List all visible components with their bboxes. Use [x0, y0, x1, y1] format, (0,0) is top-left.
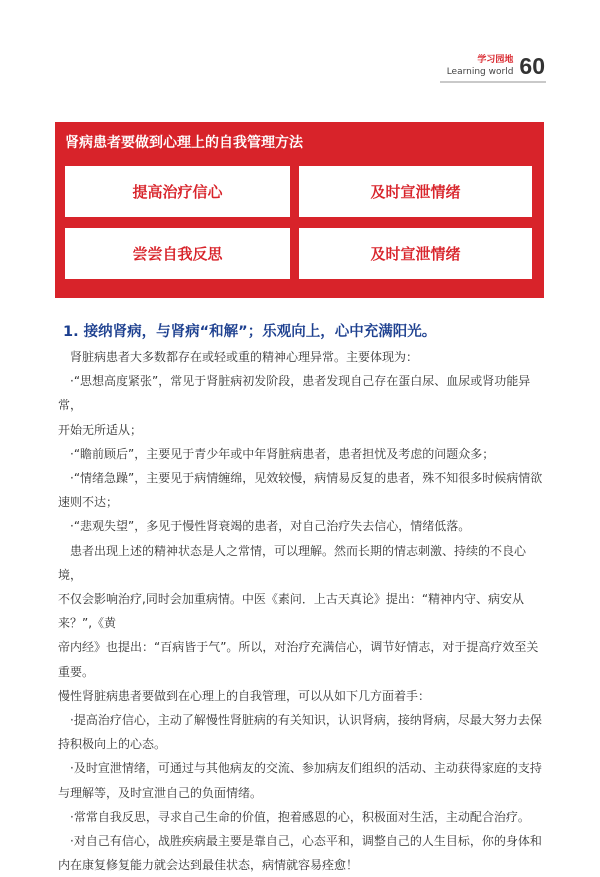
section-heading: 1. 接纳肾病，与肾病“和解”；乐观向上，心中充满阳光。 [63, 324, 437, 340]
header-text [447, 55, 514, 78]
tip-box-vent-emotions: 及时宣泄情绪 [299, 166, 532, 217]
tips-panel [55, 122, 544, 298]
section-title-cn: 学习园地 [477, 55, 514, 65]
body-line: 内在康复修复能力就会达到最佳状态，病情就容易痊愈！ [58, 858, 359, 873]
page-header [447, 54, 545, 78]
body-line: ·“情绪急躁”，主要见于病情缠绵，见效较慢，病情易反复的患者，殊不知很多时候病情欲 [58, 471, 543, 486]
section-title-en: Learning world [446, 67, 514, 77]
body-line: ·“思想高度紧张”，常见于肾脏病初发阶段，患者发现自己存在蛋白尿、血尿或肾功能异常， [58, 374, 531, 413]
body-line: 持积极向上的心态。 [58, 737, 167, 752]
body-line: ·对自己有信心，战胜疾病最主要是靠自己，心态平和，调整自己的人生目标，你的身体和 [58, 834, 542, 849]
panel-title: 肾病患者要做到心理上的自我管理方法 [65, 135, 303, 151]
body-line: ·提高治疗信心，主动了解慢性肾脏病的有关知识，认识肾病，接纳肾病，尽最大努力去保 [58, 713, 542, 728]
page-number: 60 [519, 53, 545, 79]
tip-box-vent-emotions-2: 及时宣泄情绪 [299, 228, 532, 279]
tip-box-self-reflection: 尝尝自我反思 [65, 228, 290, 279]
body-line: 不仅会影响治疗,同时会加重病情。中医《素问．上古天真论》提出：“精神内守、病安从来？”,《黄 [58, 592, 525, 631]
body-line: 帝内经》也提出：“百病皆于气”。所以，对治疗充满信心，调节好情志，对于提高疗效至关重要。 [58, 640, 539, 679]
tip-box-confidence: 提高治疗信心 [65, 166, 290, 217]
body-line: ·常常自我反思，寻求自己生命的价值，抱着感恩的心，积极面对生活，主动配合治疗。 [58, 809, 530, 824]
header-divider [440, 81, 546, 83]
body-line: 患者出现上述的精神状态是人之常情，可以理解。然而长期的情志刺激、持续的不良心境， [58, 543, 527, 582]
body-line: 速则不达； [58, 495, 119, 510]
body-line: ·“瞻前顾后”，主要见于青少年或中年肾脏病患者，患者担忧及考虑的问题众多； [58, 446, 495, 461]
body-line: 开始无所适从； [58, 422, 143, 437]
body-line: 慢性肾脏病患者要做到在心理上的自我管理，可以从如下几方面着手： [58, 688, 431, 703]
body-line: ·及时宣泄情绪，可通过与其他病友的交流、参加病友们组织的活动、主动获得家庭的支持 [58, 761, 542, 776]
body-line: 肾脏病患者大多数都存在或轻或重的精神心理异常。主要体现为： [58, 350, 419, 364]
body-line: 与理解等，及时宣泄自己的负面情绪。 [58, 785, 263, 800]
article-body [58, 345, 545, 877]
body-line: ·“悲观失望”，多见于慢性肾衰竭的患者，对自己治疗失去信心，情绪低落。 [58, 519, 471, 534]
